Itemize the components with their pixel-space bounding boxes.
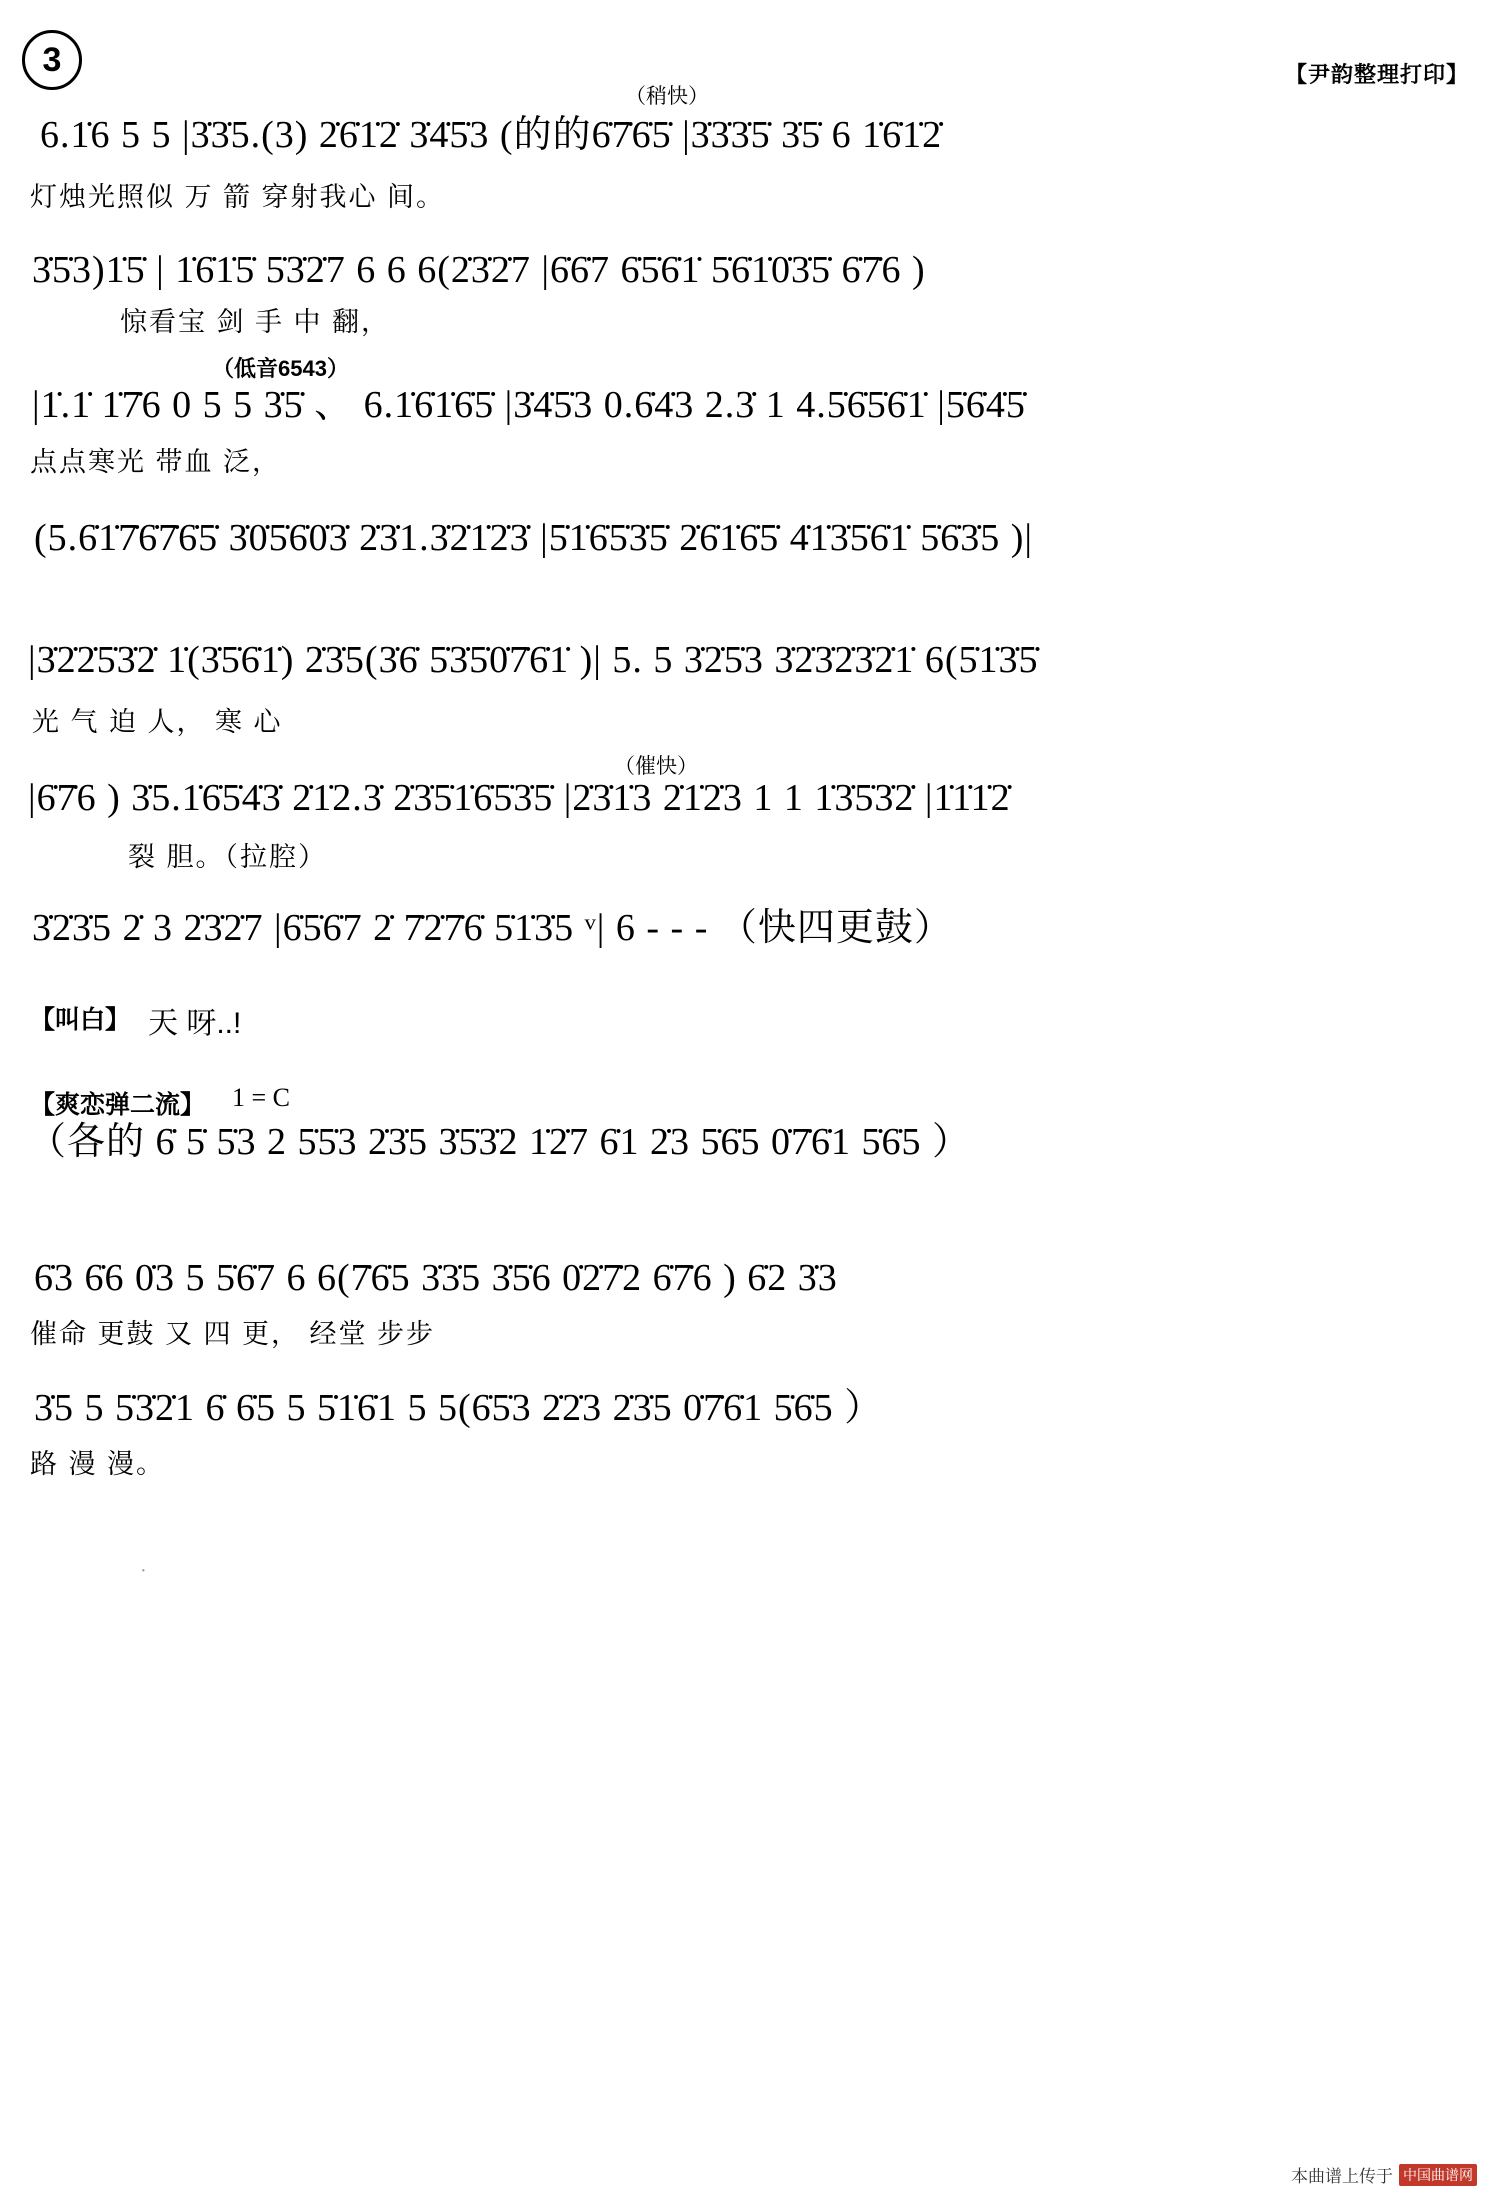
spoken-label: 【叫白】: [30, 1006, 131, 1034]
key-signature: 1 = C: [232, 1083, 291, 1112]
site-logo: 中国曲谱网: [1399, 2164, 1477, 2186]
notes-line-4: (5.6̇1̇7̇6̇7̇6̇5̇ 3̇0̇5̇6̇0̇3̇ 2̇3̇1.3̇2̇1̇2̇3̇ |5̇1̇6̇5̇3̇5̇ 2̇6̇1̇6̇5̇ 4̇1̇3̇5̇6̇1̇ 5̇6̇3̇5 )|: [34, 517, 1034, 559]
lyrics-line-6: 裂 胆。（拉腔）: [128, 842, 328, 872]
arranger-credit: 【尹韵整理打印】: [1284, 62, 1469, 87]
notes-line-10: 3̇5 5 5̇3̇2̇1 6̇ 6̇5 5 5̇1̇6̇1 5 5(6̇5̇3 2̇2̇3 2̇3̇5 0̇7̇6̇1 5̇6̇5 ）: [34, 1387, 884, 1429]
notes-line-9: 6̇3 6̇6 0̇3 5 5̇6̇7 6 6(7̇6̇5 3̇3̇5 3̇5̇6 0̇2̇7̇2 6̇7̇6 ) 6̇2 3̇3: [34, 1257, 838, 1299]
notes-line-5: |3̇2̇2̇5̇3̇2̇ 1̇(3̇5̇6̇1̇) 2̇3̇5(3̇6̇ 5̇3̇5̇0̇7̇6̇1̇ )| 5. 5 3̇2̇5̇3 3̇2̇3̇2̇3̇2̇1̇ 6(5̇1̇3̇5̇: [28, 639, 1039, 681]
site-credit: [1291, 2162, 1477, 2187]
notes-line-8: （各的 6̇ 5̇ 5̇3 2 5̇5̇3 2̇3̇5 3̇5̇3̇2 1̇2̇7 6̇1 2̇3 5̇6̇5 0̇7̇6̇1 5̇6̇5 ）: [28, 1121, 972, 1163]
lyrics-line-9: 催命 更鼓 又 四 更， 经堂 步步: [30, 1319, 436, 1349]
section-label: 【爽恋弹二流】: [30, 1091, 206, 1119]
notes-line-3: |1̇.1̇ 1̇7̇6 0 5 5 3̇5̇ 、 6.1̇6̇1̇6̇5̇ |3̇4̇5̇3 0.6̇4̇3 2.3̇ 1 4.5̇6̇5̇6̇1̇ |5̇6̇4̇5̇: [32, 384, 1026, 426]
lyrics-line-2: 惊看宝 剑 手 中 翻，: [120, 307, 391, 337]
lyrics-line-5: 光 气 迫 人， 寒 心: [32, 707, 283, 737]
lyrics-line-3: 点点寒光 带血 泛，: [30, 447, 282, 477]
notes-line-2: 3̇5̇3)1̇5̇ | 1̇6̇1̇5̇ 5̇3̇2̇7 6 6 6(2̇3̇2̇7 |6̇6̇7 6̇5̇6̇1̇ 5̇6̇1̇0̇3̇5̇ 6̇7̇6 ): [32, 249, 926, 291]
lyrics-line-10: 路 漫 漫。: [30, 1449, 166, 1479]
notes-line-7: 3̇2̇3̇5 2̇ 3 2̇3̇2̇7 |6̇5̇6̇7 2̇ 7̇2̇7̇6̇ 5̇1̇3̇5 ᵛ| 6 - - - （快四更鼓）: [32, 907, 953, 949]
spoken-text: 天 呀..!: [148, 1007, 242, 1040]
low-octave-note: （低音6543）: [212, 356, 349, 381]
paper-smudge: ·: [140, 1560, 147, 1582]
site-credit-text: 本曲谱上传于: [1291, 2167, 1393, 2186]
lyrics-line-1: 灯烛光照似 万 箭 穿射我心 间。: [30, 182, 446, 212]
tempo-mark-1: （稍快）: [625, 85, 709, 108]
page-number: 3: [22, 30, 82, 90]
tempo-mark-2: （催快）: [614, 755, 698, 778]
notes-line-1: 6.1̇6 5 5 |3̇3̇5.(3) 2̇6̇1̇2̇ 3̇4̇5̇3 (的的6̇7̇6̇5̇ |3̇3̇3̇5̇ 3̇5̇ 6 1̇6̇1̇2̇: [40, 114, 943, 156]
notes-line-6: |6̇7̇6 ) 3̇5.1̇6̇5̇4̇3̇ 2̇1̇2.3̇ 2̇3̇5̇1̇6̇5̇3̇5̇ |2̇3̇1̇3 2̇1̇2̇3 1 1 1̇3̇5̇3̇2̇ |1̇1̇1̇2̇: [28, 777, 1011, 819]
